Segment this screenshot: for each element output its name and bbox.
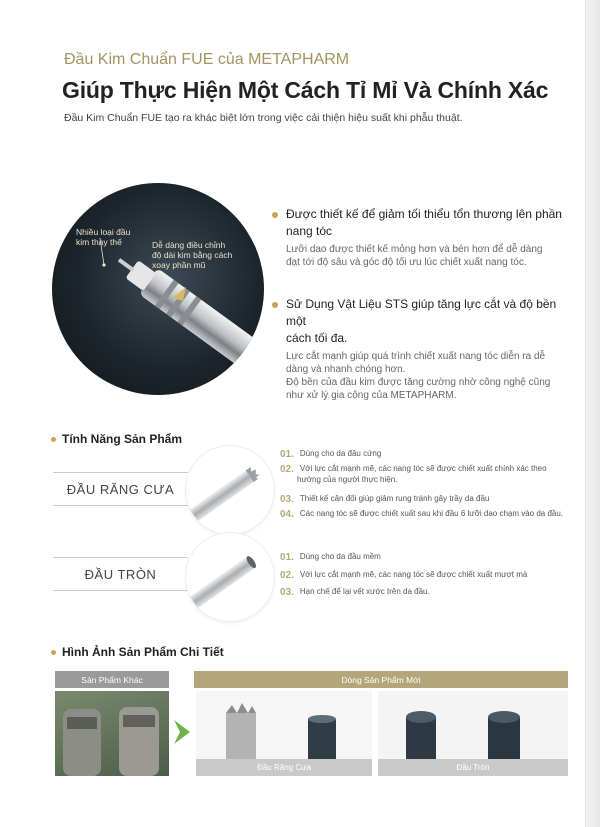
section-heading-text: Tính Năng Sản Phẩm [62, 432, 183, 446]
point-number: 02. [280, 570, 294, 581]
feature-item [272, 296, 572, 402]
feature-item [272, 206, 572, 269]
round-point [280, 570, 527, 581]
new-serrated-photo [196, 691, 372, 759]
bullet-icon [51, 437, 56, 442]
point-number: 01. [280, 552, 294, 563]
serrated-needle-closeup-icon [196, 691, 372, 759]
feature-desc-line: đạt tới độ sâu và góc độ tối ưu lúc chiết xuất nang tóc. [286, 257, 527, 268]
feature-desc-line: Độ bền của đầu kim được tăng cường nhờ công nghệ cũng [286, 377, 551, 388]
point-text: Với lực cắt mạnh mẽ, các nang tóc sẽ được chiết xuất chính xác theo [299, 464, 547, 473]
point-text: Thiết kế cân đối giúp giảm rung tránh gây trầy da đầu [299, 494, 490, 503]
other-product-photo [55, 691, 169, 776]
hero-note-label: độ dài kim bằng cách [152, 250, 233, 260]
hero-image [52, 183, 264, 395]
new-round-photo [378, 691, 568, 759]
other-products-bar: Sản Phẩm Khác [55, 671, 169, 688]
point-text: Với lực cắt mạnh mẽ, các nang tóc sẽ được chiết xuất mượt mà [299, 570, 528, 579]
feature-desc [286, 350, 572, 402]
bullet-icon [51, 650, 56, 655]
feature-desc-line: Lưỡi dao được thiết kế mỏng hơn và bén hơn để dễ dàng [286, 244, 543, 255]
serrated-point [280, 509, 563, 520]
round-point [280, 587, 430, 598]
round-tip-label: ĐẦU TRÒN [53, 557, 188, 591]
point-text: hướng của người thực hiện. [297, 475, 398, 484]
point-number: 04. [280, 509, 294, 520]
arrow-right-icon [172, 718, 192, 751]
page-subtitle: Đầu Kim Chuẩn FUE của METAPHARM [64, 51, 350, 68]
hero-note-label: Dễ dàng điều chỉnh [152, 240, 226, 250]
section-heading-detail [51, 645, 224, 659]
round-point [280, 552, 381, 563]
point-text: Hạn chế để lại vết xước trên da đầu. [299, 587, 430, 596]
feature-title [286, 206, 572, 240]
point-text: Dùng cho da đầu cứng [299, 449, 382, 458]
bullet-icon [272, 212, 278, 218]
round-needle-closeup-icon [378, 691, 568, 759]
feature-desc [286, 243, 572, 269]
serrated-point [280, 464, 547, 484]
page-edge [585, 0, 600, 827]
hero-note-label: Nhiều loại đầu [76, 227, 131, 237]
feature-title-line: Sử Dụng Vật Liệu STS giúp tăng lực cắt và độ bền một [286, 297, 557, 328]
round-caption: Đầu Tròn [378, 759, 568, 776]
point-text: Dùng cho da đầu mềm [299, 552, 381, 561]
serrated-needle-icon [186, 446, 274, 534]
point-number: 01. [280, 449, 294, 460]
point-number: 03. [280, 494, 294, 505]
feature-title-line: cách tối đa. [286, 331, 348, 345]
page-title: Giúp Thực Hiện Một Cách Tỉ Mỉ Và Chính Xác [62, 77, 549, 103]
serrated-tip-label: ĐẦU RĂNG CƯA [53, 472, 188, 506]
intro-text: Đầu Kim Chuẩn FUE tạo ra khác biệt lớn trong việc cải thiện hiệu suất khi phẫu thuật. [64, 112, 463, 124]
feature-title-line: nang tóc [286, 224, 333, 238]
hero-note-label: xoay phần mũ [152, 260, 206, 270]
serrated-tip-image [186, 446, 274, 534]
bullet-icon [272, 302, 278, 308]
feature-desc-line: dàng và nhanh chóng hơn. [286, 364, 406, 375]
section-heading-text: Hình Ảnh Sản Phẩm Chi Tiết [62, 645, 224, 659]
serrated-point [280, 449, 381, 460]
feature-desc-line: như xử lý gia công của METAPHARM. [286, 390, 457, 401]
feature-desc-line: Lực cắt mạnh giúp quá trình chiết xuất nang tóc diễn ra dễ [286, 351, 546, 362]
handpiece-illustration [52, 183, 264, 395]
hero-note-label: kim thay thế [76, 237, 122, 247]
point-number: 02. [280, 464, 294, 475]
point-number: 03. [280, 587, 294, 598]
feature-title-line: Được thiết kế để giảm tối thiểu tổn thương lên phần [286, 207, 562, 221]
serrated-point [280, 494, 489, 505]
new-products-bar: Dòng Sản Phẩm Mới [194, 671, 568, 688]
other-needles-icon [55, 691, 169, 776]
serrated-caption: Đầu Răng Cưa [196, 759, 372, 776]
point-text: Các nang tóc sẽ được chiết xuất sau khi đầu 6 lưỡi dao chạm vào da đầu. [299, 509, 564, 518]
feature-title [286, 296, 572, 347]
round-needle-icon [186, 533, 274, 621]
section-heading-features [51, 432, 182, 446]
round-tip-image [186, 533, 274, 621]
